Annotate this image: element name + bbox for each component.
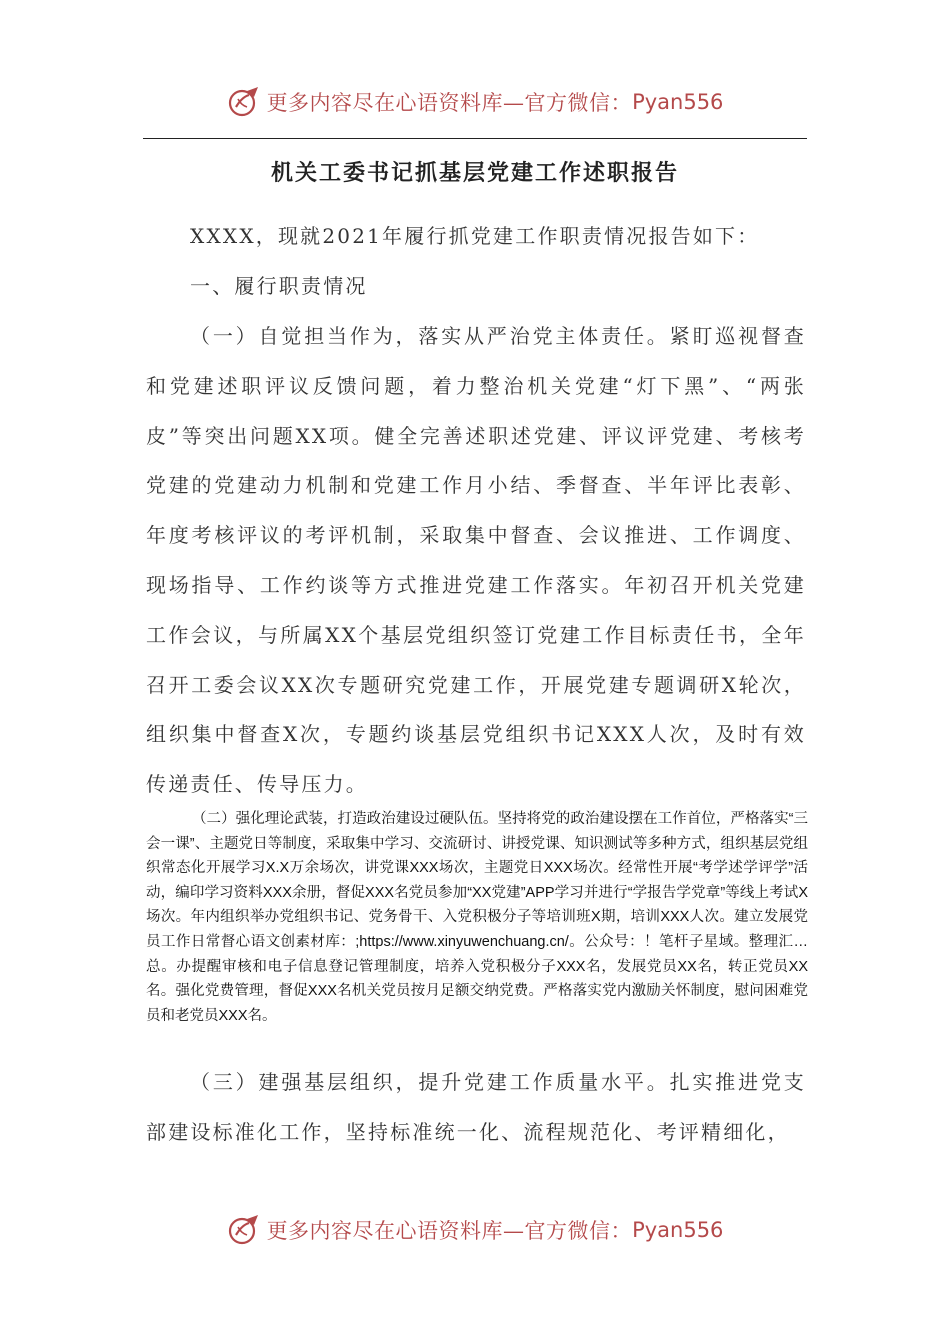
paragraph-three: （三）建强基层组织，提升党建工作质量水平。扎实推进党支部建设标准化工作，坚持标准统一化、流程规范化、考评精细化， bbox=[146, 1070, 806, 1144]
banner-text: 更多内容尽在心语资料库—官方微信： bbox=[266, 91, 633, 115]
brand-logo-icon bbox=[227, 1213, 261, 1247]
paragraph-one: （一）自觉担当作为，落实从严治党主体责任。紧盯巡视督查和党建述职评议反馈问题，着力整治机关党建“灯下黑”、“两张皮”等突出问题XX项。健全完善述职述党建、评议评党建、考核考党建的党建动力机制和党建工作月小结、季督查、半年评比表彰、年度考核评议的考评机制，采取集中督查、会议推进、工作调度、现场指导、工作约谈等方式推进党建工作落实。年初召开机关党建工作会议，与所属XX个基层党组织签订党建工作目标责任书，全年召开工委会议XX次专题研究党建工作，开展党建专题调研X轮次，组织集中督查X次，专题约谈基层党组织书记XXX人次，及时有效传递责任、传导压力。 bbox=[146, 324, 806, 797]
header-banner bbox=[0, 82, 950, 122]
paragraph-two: （二）强化理论武装，打造政治建设过硬队伍。坚持将党的政治建设摆在工作首位，严格落实“三会一课”、主题党日等制度，采取集中学习、交流研讨、讲授党课、知识测试等多种方式，组织基层党组织常态化开展学习X.X万余场次，讲党课XXX场次，主题党日XXX场次。经常性开展“考学述学评学”活动，编印学习资料XXX余册，督促XXX名党员参加“XX党建”APP学习并进行“学报告学党章”等线上考试X场次。年内组织举办党组织书记、党务骨干、入党积极分子等培训班X期，培训XXX人次。建立发展党员工作日常督心语文创素材库：;https://www.xinyuwenchuang.cn/。公众号：！笔杆子星域。整理汇…总。办提醒审核和电子信息登记管理制度，培养入党积极分子XXX名，发展党员XX名，转正党员XX名。强化党费管理，督促XXX名机关党员按月足额交纳党费。严格落实党内激励关怀制度，慰问困难党员和老党员XXX名。 bbox=[146, 811, 808, 1024]
banner-text: 更多内容尽在心语资料库—官方微信： bbox=[266, 1219, 633, 1243]
footer-banner bbox=[0, 1210, 950, 1250]
section-heading: 一、履行职责情况 bbox=[190, 274, 368, 298]
header-divider bbox=[143, 138, 807, 139]
banner-wechat-id: Pyan556 bbox=[632, 1218, 724, 1242]
brand-logo-icon bbox=[227, 85, 261, 119]
document-title: 机关工委书记抓基层党建工作述职报告 bbox=[270, 161, 679, 186]
banner-wechat-id: Pyan556 bbox=[632, 90, 724, 114]
intro-paragraph: XXXX，现就2021年履行抓党建工作职责情况报告如下： bbox=[190, 224, 760, 248]
